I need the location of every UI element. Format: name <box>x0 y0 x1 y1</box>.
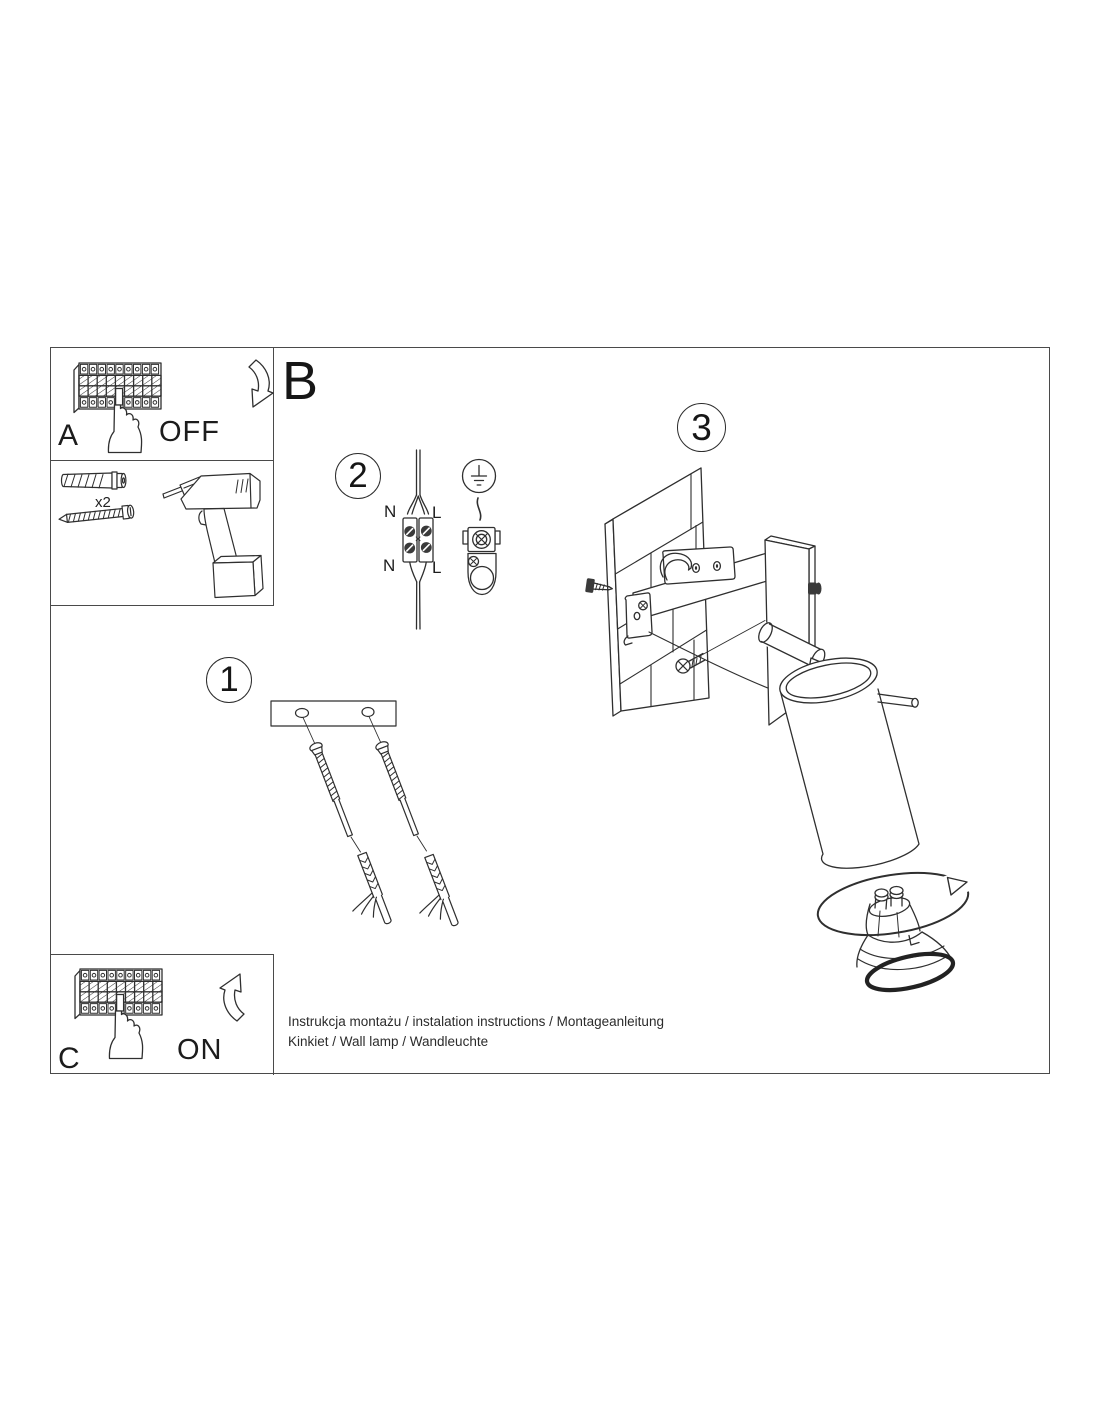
step-2-number: 2 <box>348 456 368 495</box>
on-label: ON <box>177 1034 223 1066</box>
wire-label-n-bottom: N <box>383 556 396 575</box>
line-art <box>51 348 1051 1075</box>
wire-label-n-top: N <box>384 502 397 521</box>
footer-line-1: Instrukcja montażu / instalation instructions / Montageanleitung <box>288 1014 664 1029</box>
wall-plug-illustration <box>62 472 126 489</box>
mounting-bracket <box>271 701 396 726</box>
step-1-badge <box>206 657 252 703</box>
earth-ground-icon <box>463 460 496 493</box>
terminal-block <box>403 518 433 562</box>
section-a-label: A <box>58 419 79 452</box>
adjust-rod <box>878 694 914 707</box>
instruction-sheet <box>50 347 1050 1074</box>
section-c-label: C <box>58 1042 80 1075</box>
step1-mounting-illustration <box>271 701 460 936</box>
step-1-number: 1 <box>219 660 239 699</box>
on-arrow-icon <box>220 974 244 1021</box>
anchor-2 <box>402 854 460 935</box>
hardware-illustration <box>58 472 263 598</box>
ground-terminal-illustration <box>463 498 500 595</box>
lamp-shade <box>776 651 919 869</box>
off-arrow-icon <box>249 360 273 407</box>
off-label: OFF <box>159 416 220 448</box>
gu10-bulb-illustration <box>813 863 975 997</box>
footer-line-2: Kinkiet / Wall lamp / Wandleuchte <box>288 1033 489 1049</box>
anchor-1 <box>335 852 393 933</box>
cable-top <box>417 450 421 495</box>
wire-label-l-bottom: L <box>432 558 442 577</box>
cable-bottom <box>417 582 421 629</box>
quantity-label: x2 <box>95 494 111 511</box>
screw-1 <box>309 741 356 838</box>
step-3-badge <box>677 403 726 452</box>
step-3-number: 3 <box>691 406 712 448</box>
drill-illustration <box>163 474 263 598</box>
step-2-badge <box>335 453 381 499</box>
screw-2 <box>375 740 422 837</box>
step3-assembly-illustration <box>585 468 976 997</box>
step2-wiring-illustration <box>403 450 500 629</box>
section-b-label: B <box>282 351 319 411</box>
footer-text <box>288 1012 664 1051</box>
side-screw-knob <box>816 583 822 595</box>
wire-label-l-top: L <box>432 503 442 522</box>
